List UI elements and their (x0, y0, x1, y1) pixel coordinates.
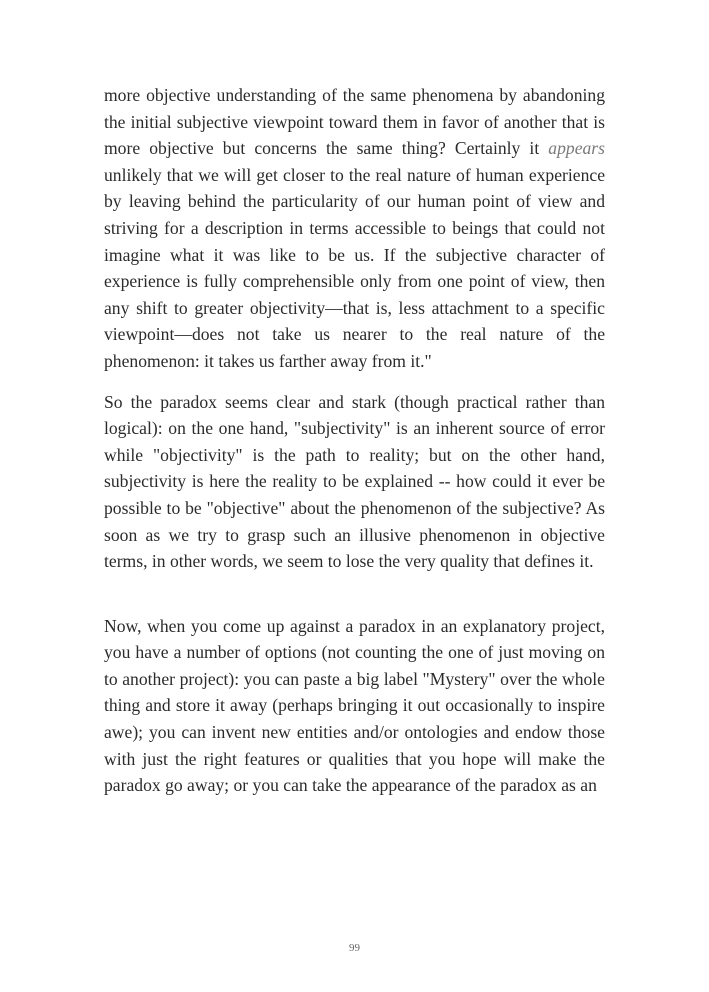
paragraph-1-text-after: unlikely that we will get closer to the real nature of human experience by leaving behind the particularity of our human point of view and striving for a description in terms accessible to beings that could not imagine what it was like to be us. If the subjective character of experience is fully comprehensible only from one point of view, then any shift to greater objectivity—that is, less attachment to a specific viewpoint—does not take us nearer to the real nature of the phenomenon: it takes us farther away from it." (104, 164, 605, 371)
paragraph-1-text-before: more objective understanding of the same phenomena by abandoning the initial subjective viewpoint toward them in favor of another that is more objective but concerns the same thing? Certainly it (104, 85, 605, 159)
paragraph-3: Now, when you come up against a paradox in an explanatory project, you have a number of options (not counting the one of just moving on to another project): you can paste a big label "Mystery" over the whole thing and store it away (perhaps bringing it out occasionally to inspire awe); you can invent new entities and/or ontologies and endow those with just the right features or qualities that you hope will make the paradox go away; or you can take the appearance of the paradox as an (104, 615, 605, 796)
paragraph-2: So the paradox seems clear and stark (though practical rather than logical): on the one hand, "subjectivity" is an inherent source of error while "objectivity" is the path to reality; but on the other hand, subjectivity is here the reality to be explained -- how could it ever be possible to be "objective" about the phenomenon of the subjective? As soon as we try to grasp such an illusive phenomenon in objective terms, in other words, we seem to lose the very quality that defines it. (104, 391, 605, 572)
page-body (104, 82, 605, 799)
paragraph-1 (104, 82, 605, 375)
emphasized-word: appears (548, 138, 605, 159)
page-number: 99 (349, 942, 360, 954)
